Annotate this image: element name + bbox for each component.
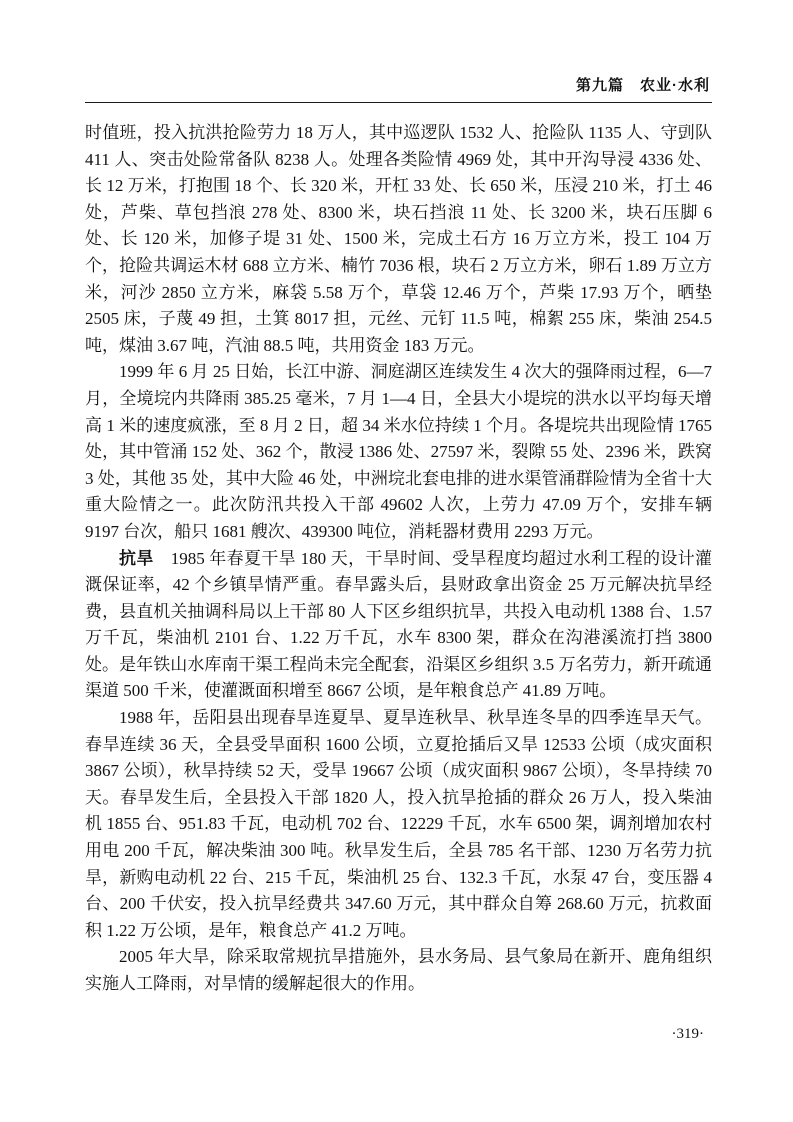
body-text xyxy=(85,120,712,998)
running-header xyxy=(85,74,712,102)
paragraph-drought-1988 xyxy=(85,705,712,944)
page-number: ·319· xyxy=(671,1026,704,1042)
header-rule-divider xyxy=(85,102,712,103)
section-title: 第九篇 农业·水利 xyxy=(576,77,710,94)
paragraph-text: 1988 年，岳阳县出现春旱连夏旱、夏旱连秋旱、秋旱连冬旱的四季连旱天气。春旱连续 36 天，全县受旱面积 1600 公顷，立夏抢插后又旱 12533 公顷（成灾面积 3867 公顷），秋旱持续 52 天，受旱 19667 公顷（成灾面积 9867 公顷），冬旱持续 70 天。春旱发生后，全县投入干部 1820 人，投入抗旱抢插的群众 26 万人，投入柴油机 1855 台、951.83 千瓦，电动机 702 台、12229 千瓦，水车 6500 架，调剂增加农村用电 200 千瓦，解决柴油 300 吨。秋旱发生后，全县 785 名干部、1230 万名劳力抗旱，新购电动机 22 台、215 千瓦，柴油机 25 台、132.3 千瓦，水泵 47 台，变压器 4 台、200 千伏安，投入抗旱经费共 347.60 万元，其中群众自筹 268.60 万元，抗救面积 1.22 万公顷，是年，粮食总产 41.2 万吨。 xyxy=(85,708,712,940)
paragraph-text: 1999 年 6 月 25 日始，长江中游、洞庭湖区连续发生 4 次大的强降雨过程，6—7 月，全境垸内共降雨 385.25 毫米，7 月 1—4 日，全县大小堤垸的洪水以平均每天增高 1 米的速度疯涨，至 8 月 2 日，超 34 米水位持续 1 个月。各堤垸共出现险情 1765 处，其中管涌 152 处、362 个，散浸 1386 处、27597 米，裂隙 55 处、2396 米，跌窝 3 处，其他 35 处，其中大险 46 处，中洲垸北套电排的进水渠管涌群险情为全省十大重大险情之一。此次防汛共投入干部 49602 人次，上劳力 47.09 万个，安排车辆 9197 台次，船只 1681 艘次、439300 吨位，消耗器材费用 2293 万元。 xyxy=(85,362,712,541)
paragraph-drought-1985 xyxy=(85,546,712,706)
paragraph-text: 时值班，投入抗洪抢险劳力 18 万人，其中巡逻队 1532 人、抢险队 1135 人、守剅队 411 人、突击处险常备队 8238 人。处理各类险情 4969 处，其中开沟导浸 4336 处、长 12 万米，打抱围 18 个、长 320 米，开杠 33 处、长 650 米，压浸 210 米，打土 46 处，芦柴、草包挡浪 278 处、8300 米，块石挡浪 11 处、长 3200 米，块石压脚 6 处、长 120 米，加修子堤 31 处、1500 米，完成土石方 16 万立方米，投工 104 万个，抢险共调运木材 688 立方米、楠竹 7036 根，块石 2 万立方米，卵石 1.89 万立方米，河沙 2850 立方米，麻袋 5.58 万个，草袋 12.46 万个，芦柴 17.93 万个，晒垫 2505 床，子蔑 49 担，土箕 8017 担，元丝、元钉 11.5 吨，棉絮 255 床，柴油 254.5 吨，煤油 3.67 吨，汽油 88.5 吨，共用资金 183 万元。 xyxy=(85,123,712,355)
paragraph-text: 1985 年春夏干旱 180 天，干旱时间、受旱程度均超过水利工程的设计灌溉保证率，42 个乡镇旱情严重。春旱露头后，县财政拿出资金 25 万元解决抗旱经费，县直机关抽调科局以上干部 80 人下区乡组织抗旱，共投入电动机 1388 台、1.57 万千瓦，柴油机 2101 台、1.22 万千瓦，水车 8300 架，群众在沟港溪流打挡 3800 处。是年铁山水库南干渠工程尚未完全配套，沿渠区乡组织 3.5 万名劳力，新开疏通渠道 500 千米，使灌溉面积增至 8667 公顷，是年粮食总产 41.89 万吨。 xyxy=(85,548,713,701)
paragraph-flood-rescue-continued xyxy=(85,120,712,359)
paragraph-1999-flood xyxy=(85,359,712,545)
paragraph-text: 2005 年大旱，除采取常规抗旱措施外，县水务局、县气象局在新开、鹿角组织实施人工降雨，对旱情的缓解起很大的作用。 xyxy=(85,947,712,993)
paragraph-lead-kanghan: 抗旱 xyxy=(119,548,154,568)
text-column xyxy=(85,74,712,998)
paragraph-drought-2005 xyxy=(85,944,712,997)
